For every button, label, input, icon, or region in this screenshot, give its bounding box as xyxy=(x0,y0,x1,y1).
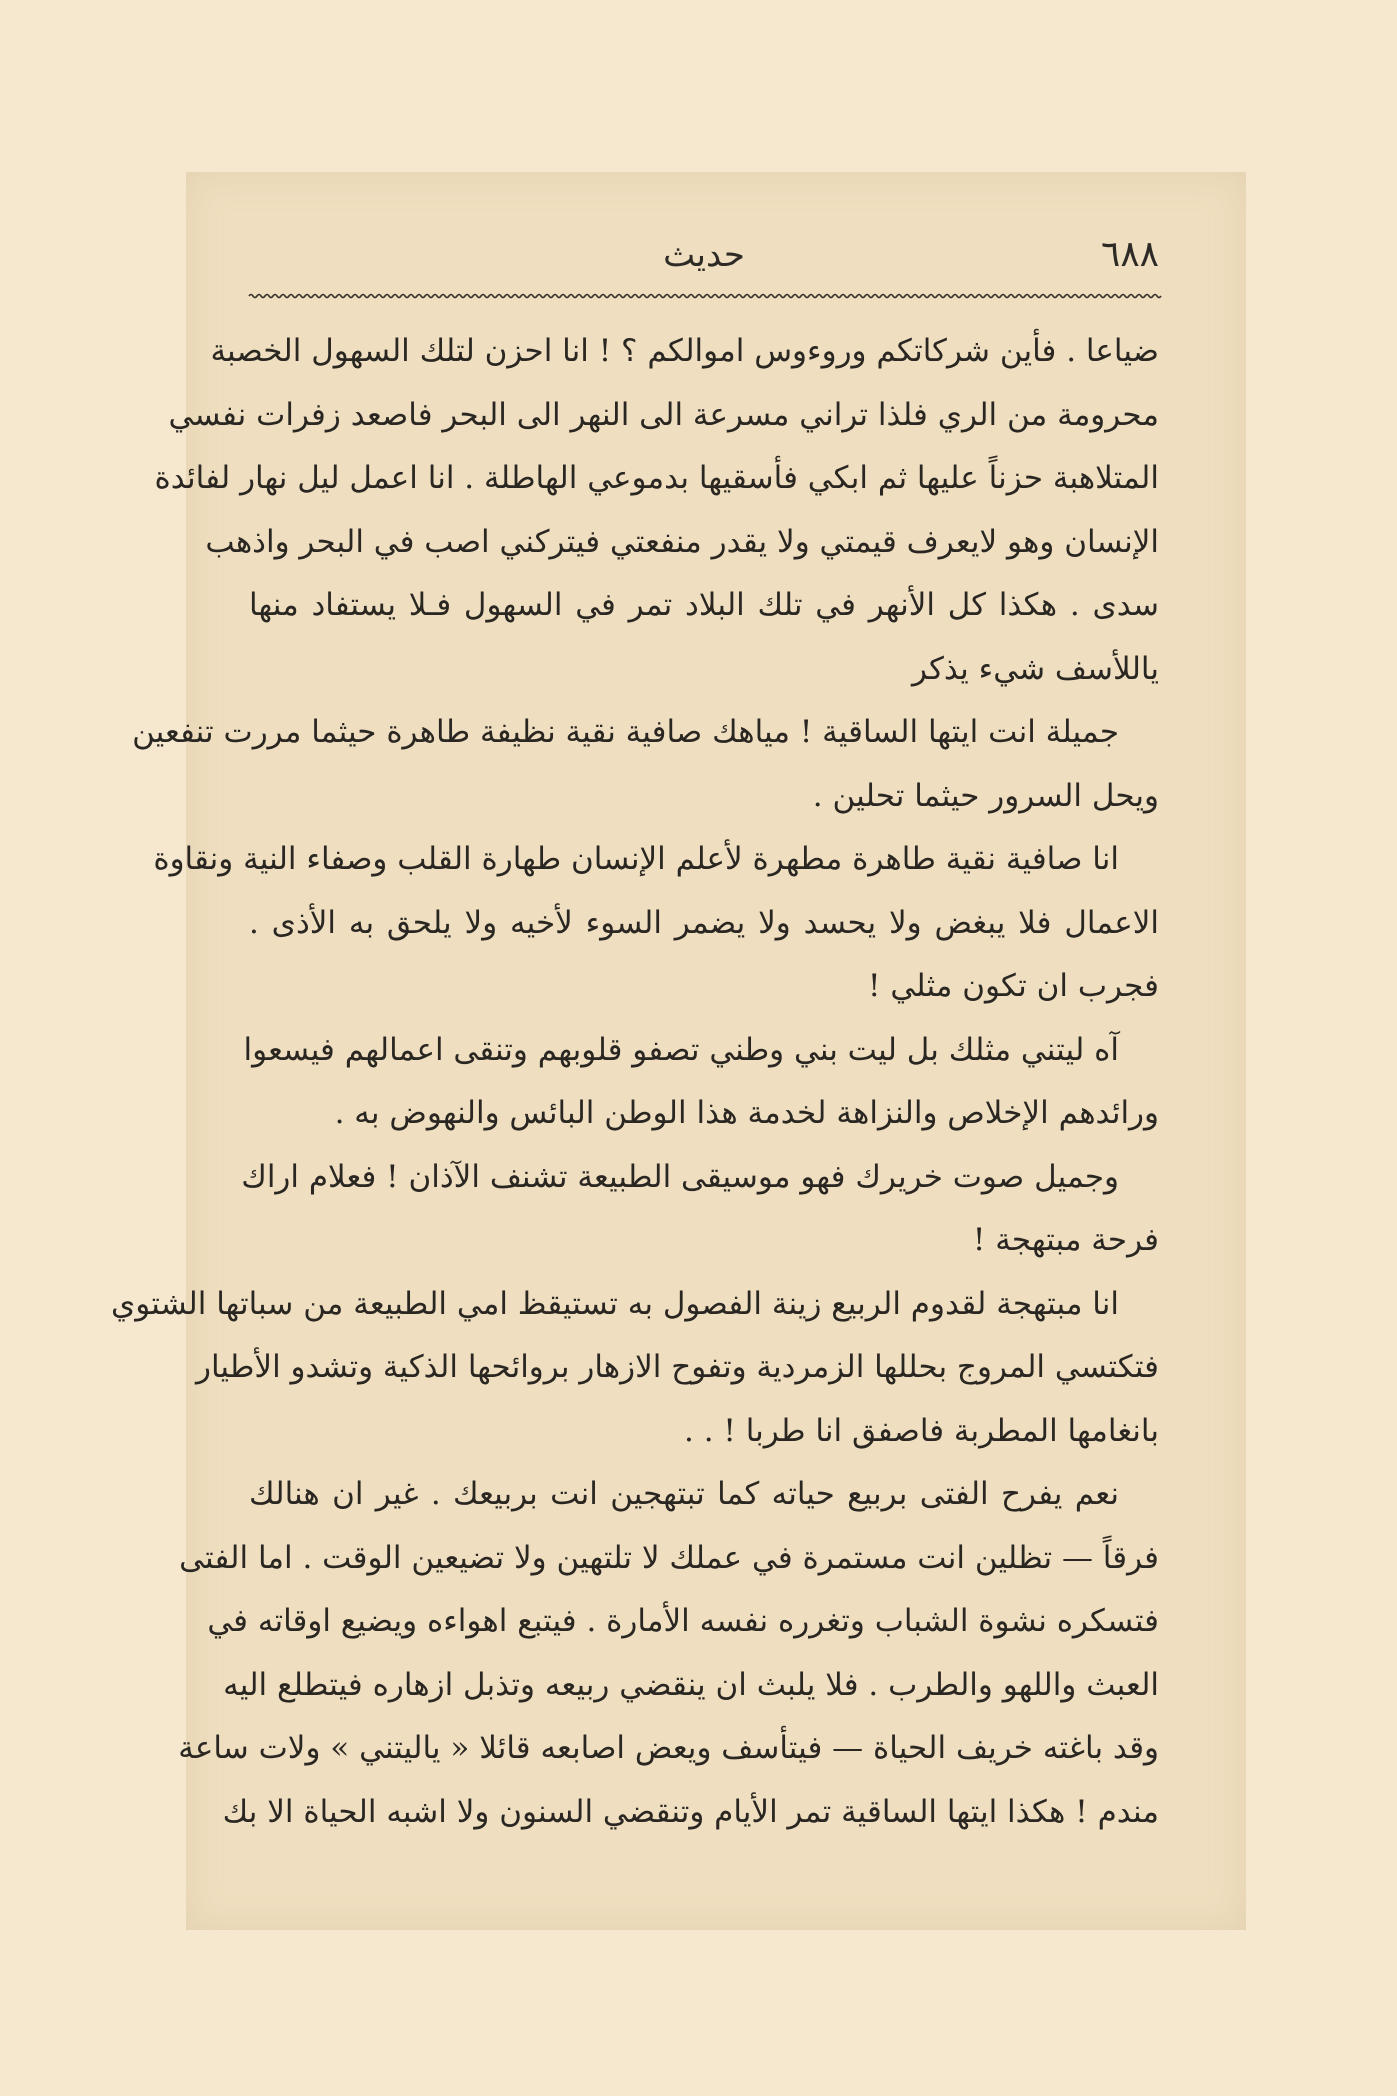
text-line: نعم يفرح الفتى بربيع حياته كما تبتهجين انت بربيعك . غير ان هنالك xyxy=(249,1476,1119,1512)
text-line: العبث واللهو والطرب . فلا يلبث ان ينقضي ربيعه وتذبل ازهاره فيتطلع اليه xyxy=(223,1666,1159,1703)
text-line: الإنسان وهو لايعرف قيمتي ولا يقدر منفعتي فيتركني اصب في البحر واذهب xyxy=(205,523,1159,560)
text-line: ياللأسف شيء يذكر xyxy=(912,650,1159,687)
text-line: ورائدهم الإخلاص والنزاهة لخدمة هذا الوطن البائس والنهوض به . xyxy=(334,1095,1159,1131)
text-line: فرقاً — تظلين انت مستمرة في عملك لا تلتهين ولا تضيعين الوقت . اما الفتى xyxy=(179,1539,1159,1576)
text-line: آه ليتني مثلك بل ليت بني وطني تصفو قلوبهم وتنقى اعمالهم فيسعوا xyxy=(243,1031,1119,1068)
body-text xyxy=(111,320,1159,1844)
text-line: سدى . هكذا كل الأنهر في تلك البلاد تمر في السهول فـلا يستفاد منها xyxy=(249,587,1159,623)
text-line: ويحل السرور حيثما تحلين . xyxy=(812,777,1159,814)
text-line: جميلة انت ايتها الساقية ! مياهك صافية نقية نظيفة طاهرة حيثما مررت تنفعين xyxy=(132,714,1119,750)
text-line: مندم ! هكذا ايتها الساقية تمر الأيام وتنقضي السنون ولا اشبه الحياة الا بك xyxy=(222,1793,1159,1830)
text-line: محرومة من الري فلذا تراني مسرعة الى النهر الى البحر فاصعد زفرات نفسي xyxy=(168,396,1159,433)
book-page xyxy=(111,172,1246,1930)
text-line: المتلاهبة حزناً عليها ثم ابكي فأسقيها بدموعي الهاطلة . انا اعمل ليل نهار لفائدة xyxy=(154,460,1159,496)
text-line: انا صافية نقية طاهرة مطهرة لأعلم الإنسان طهارة القلب وصفاء النية ونقاوة xyxy=(153,841,1119,877)
text-line: وجميل صوت خريرك فهو موسيقى الطبيعة تشنف الآذان ! فعلام اراك xyxy=(241,1158,1119,1195)
text-line: وقد باغته خريف الحياة — فيتأسف ويعض اصابعه قائلا « ياليتني » ولات ساعة xyxy=(178,1730,1159,1766)
page-header xyxy=(249,230,1159,280)
text-line: بانغامها المطربة فاصفق انا طربا ! . . xyxy=(683,1412,1159,1449)
text-line: فتكتسي المروج بحللها الزمردية وتفوح الازهار بروائحها الذكية وتشدو الأطيار xyxy=(195,1349,1159,1385)
running-title: حديث xyxy=(663,235,745,275)
page-number: ٦٨٨ xyxy=(1100,234,1159,275)
wavy-divider xyxy=(249,290,1159,302)
text-line: فجرب ان تكون مثلي ! xyxy=(868,968,1159,1004)
text-line: فتسكره نشوة الشباب وتغرره نفسه الأمارة . فيتبع اهواءه ويضيع اوقاته في xyxy=(207,1603,1159,1639)
text-line: انا مبتهجة لقدوم الربيع زينة الفصول به تستيقظ امي الطبيعة من سباتها الشتوي xyxy=(111,1285,1119,1322)
text-line: الاعمال فلا يبغض ولا يحسد ولا يضمر السوء لأخيه ولا يلحق به الأذى . xyxy=(249,904,1159,941)
text-line: ضياعا . فأين شركاتكم وروءوس اموالكم ؟ ! انا احزن لتلك السهول الخصبة xyxy=(210,333,1159,369)
text-line: فرحة مبتهجة ! xyxy=(972,1222,1159,1258)
